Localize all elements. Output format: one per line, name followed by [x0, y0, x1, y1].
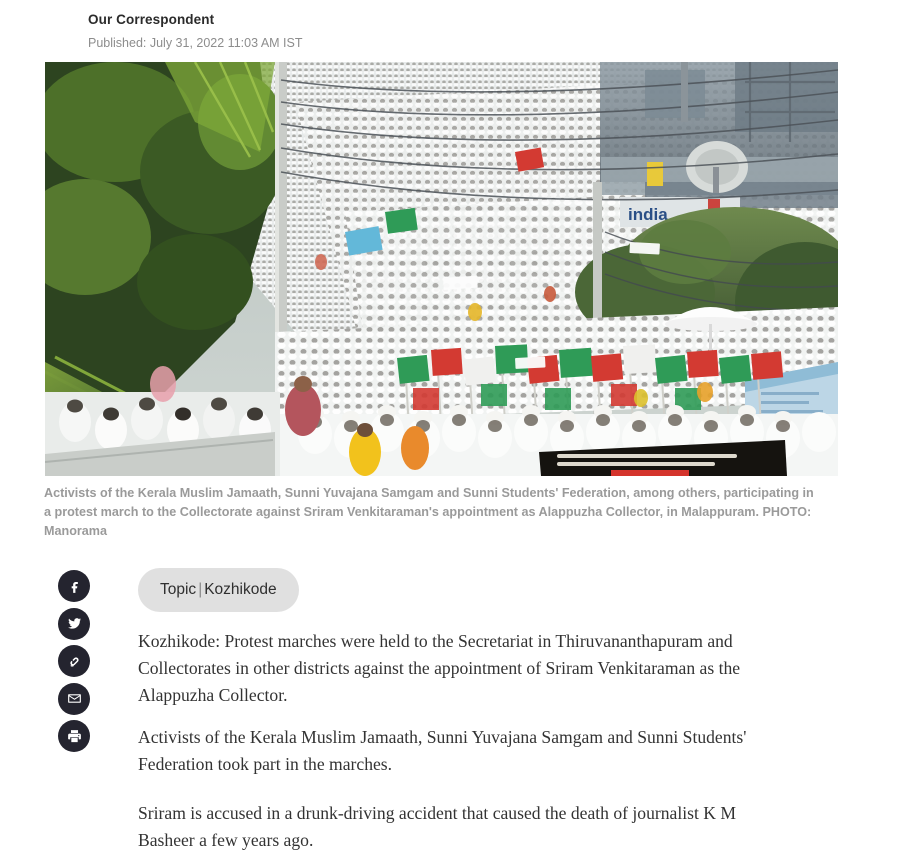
hero-photo	[45, 62, 838, 476]
share-facebook-button[interactable]	[58, 570, 90, 602]
photo-caption: Activists of the Kerala Muslim Jamaath, Sunni Yuvajana Samgam and Sunni Students' Federation, among others, participating in a protest march to the Collectorate against Sriram Venkitaraman's appointment as Alappuzha Collector, in Malappuram. PHOTO: Manorama	[44, 486, 814, 538]
email-icon	[66, 690, 83, 707]
facebook-icon	[66, 578, 83, 595]
share-print-button[interactable]	[58, 720, 90, 752]
link-icon	[66, 653, 83, 670]
print-icon	[66, 728, 83, 745]
share-email-button[interactable]	[58, 683, 90, 715]
share-link-button[interactable]	[58, 645, 90, 677]
topic-value: Kozhikode	[204, 581, 277, 598]
byline-published: Published: July 31, 2022 11:03 AM IST	[88, 36, 303, 50]
topic-badge[interactable]	[138, 568, 299, 612]
twitter-icon	[66, 615, 83, 632]
svg-text:india: india	[628, 205, 668, 224]
share-twitter-button[interactable]	[58, 608, 90, 640]
byline-author: Our Correspondent	[88, 12, 215, 27]
article-paragraph: Activists of the Kerala Muslim Jamaath, Sunni Yuvajana Samgam and Sunni Students' Federation took part in the marches.	[138, 727, 747, 774]
article-paragraph: Kozhikode: Protest marches were held to the Secretariat in Thiruvananthapuram and Collectorates in other districts against the appointment of Sriram Venkitaraman as the Alappuzha Collector.	[138, 631, 741, 705]
byline	[88, 11, 788, 51]
share-rail	[58, 570, 92, 758]
topic-separator: |	[198, 581, 203, 598]
article-paragraph: Sriram is accused in a drunk-driving accident that caused the death of journalist K M Basheer a few years ago.	[138, 803, 737, 850]
hero-photo-illustration	[45, 62, 838, 476]
article-body	[138, 568, 778, 854]
topic-label: Topic	[160, 581, 197, 598]
